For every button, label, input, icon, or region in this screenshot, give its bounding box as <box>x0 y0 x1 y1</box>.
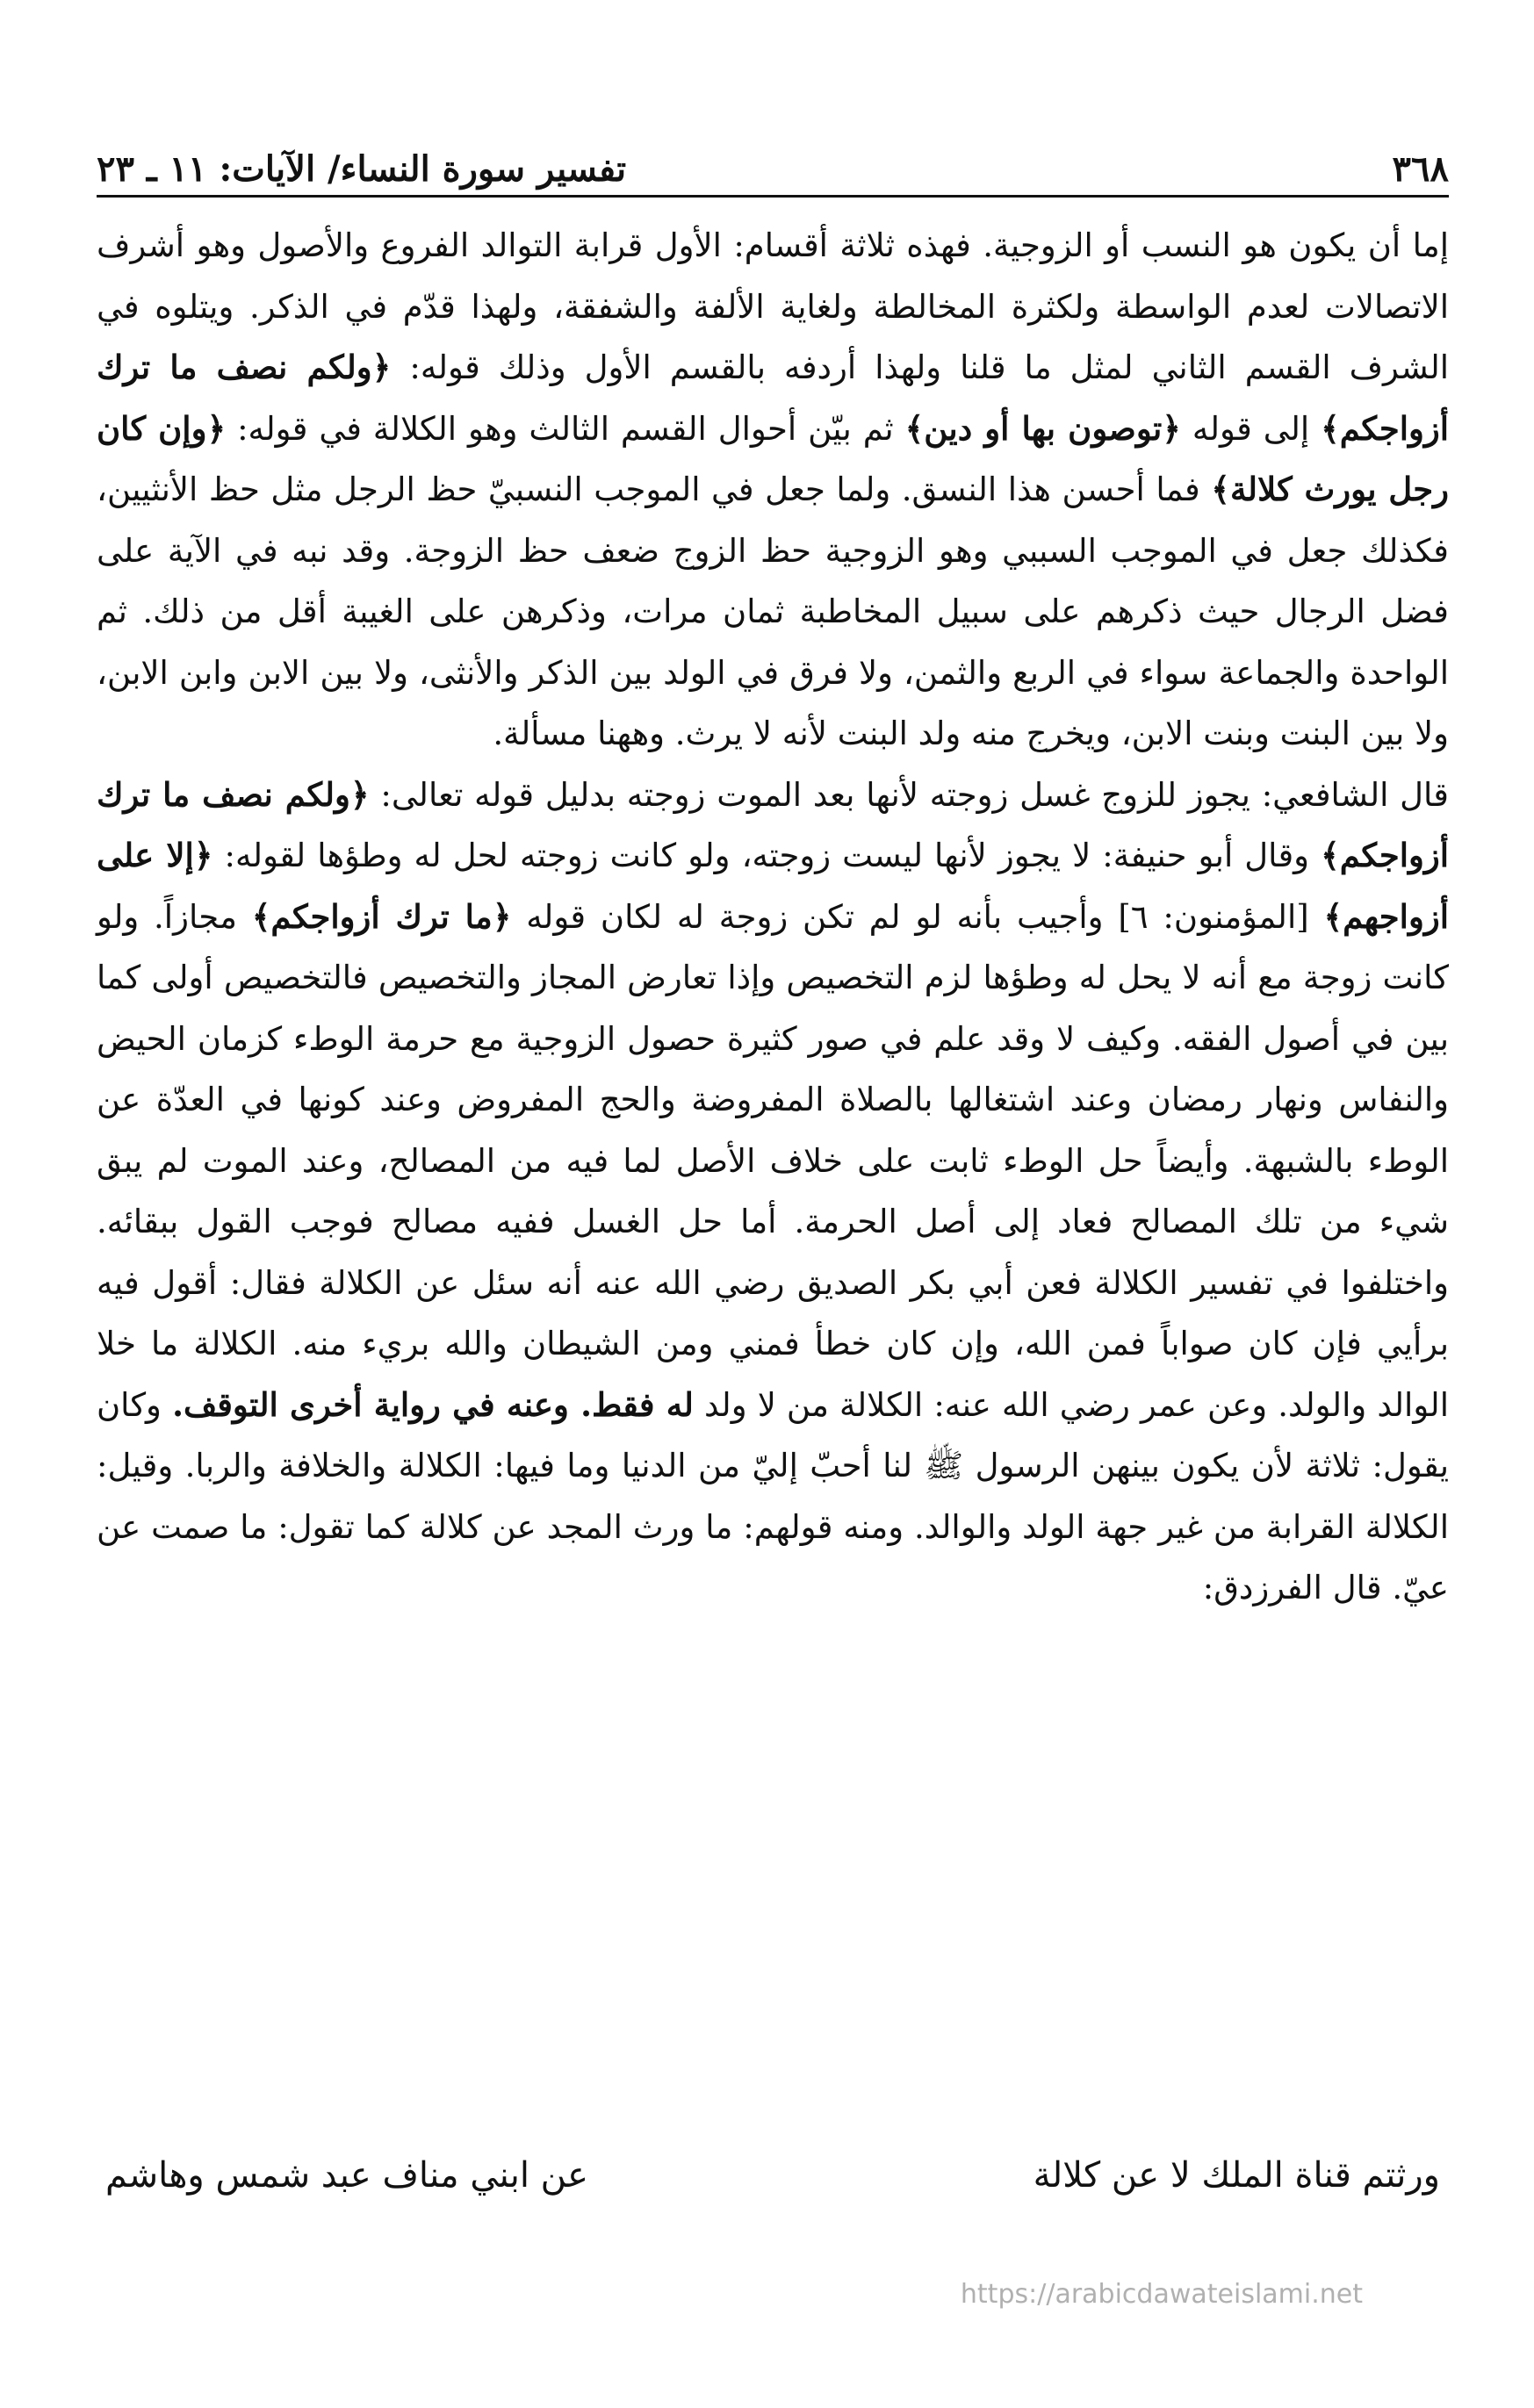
text-run: ثم بيّن أحوال القسم الثالث وهو الكلالة في قوله: <box>226 409 905 448</box>
verse-hemistich-1: ورثتم قناة الملك لا عن كلالة <box>1033 2155 1440 2196</box>
verse-hemistich-2: عن ابني مناف عبد شمس وهاشم <box>105 2155 588 2196</box>
bold-text: له فقط. وعنه في رواية أخرى التوقف. <box>172 1384 694 1424</box>
body-text <box>97 215 1449 1619</box>
page-number: ٣٦٨ <box>1392 148 1449 190</box>
text-line: وهو أشرف الاتصالات لعدم الواسطة ولكثرة المخالطة ولغاية الألفة والشفقة، ولهذا قدّم في <box>97 226 1449 326</box>
running-title: تفسير سورة النساء/ الآيات: ١١ ـ ٢٣ <box>97 148 627 190</box>
poetry-verse <box>105 2155 1440 2196</box>
page-header <box>97 132 1449 198</box>
quran-quote: ﴿ما ترك أزواجكم﴾ <box>251 896 512 936</box>
text-run: مجازاً. ولو كانت زوجة مع أنه لا يحل له وطؤها لزم التخصيص وإذا تعارض المجاز والتخصيص فالتخصيص أولى كما بين في أصول الفقه. وكيف لا وقد علم في صور كثيرة حصول الزوجية مع حرمة الوطء كزمان الحيض والنفاس ونهار رمضان وعند اشتغالها بالصلاة المفروضة والحج المفروض وعند كونها في العدّة عن الوطء بالشبهة. وأيضاً حل الوطء ثابت على خلاف الأصل لما فيه من المصالح، وعند الموت لم يبق شيء من تلك المصالح فعاد إلى أصل الحرمة. أما حل الغسل ففيه مصالح فوجب القول ببقائه. واختلفوا في تفسير الكلالة فعن أبي بكر الصديق رضي الله عنه أنه سئل عن الكلالة فقال: أقول فيه برأيي فإن كان صواباً فمن الله، وإن كان خطأ فمني ومن الشيطان والله بريء منه. الكلالة ما خلا الوالد والولد. وعن عمر رضي الله عنه: الكلالة من لا ولد <box>97 897 1449 1424</box>
text-run: وقال أبو حنيفة: لا يجوز لأنها ليست زوجته، ولو كانت زوجته لحل له وطؤها لقوله: <box>212 837 1322 874</box>
paragraph-2 <box>97 765 1449 1619</box>
text-run: فما أحسن هذا النسق. ولما جعل في الموجب النسبيّ حظ الرجل مثل حظ الأنثيين، فكذلك جعل في الموجب السببي وهو الزوجية حظ الزوج ضعف حظ الزوجة. وقد نبه في الآية على فضل الرجال حيث ذكرهم على سبيل المخاطبة ثمان مرات، وذكرهن على الغيبة أقل من ذلك. ثم الواحدة والجماعة سواء في الربع والثمن، ولا فرق في الولد بين الذكر والأنثى، ولا بين الابن وابن الابن، ولا بين البنت وبنت الابن، ويخرج منه ولد البنت لأنه لا يرث. وههنا مسألة. <box>97 471 1449 752</box>
quran-quote: ﴿ولكم نصف ما ترك أزواجكم﴾ <box>97 774 1449 874</box>
text-run: إلى قوله <box>1180 409 1322 448</box>
watermark-url: https://arabicdawateislami.net <box>960 2279 1363 2310</box>
text-run: وكان يقول: ثلاثة لأن يكون بينهن الرسول ﷺ لنا أحبّ إليّ من الدنيا وما فيها: الكلالة والخلافة والربا. وقيل: الكلالة القرابة من غير جهة الولد والوالد. ومنه قولهم: ما ورث المجد عن كلالة كما تقول: ما صمت عن عيّ. قال الفرزدق: <box>97 1385 1449 1607</box>
text-line: الذكر. ويتلوه في الشرف القسم الثاني لمثل ما قلنا ولهذا أردفه بالقسم الأول وذلك قوله: <box>97 287 1450 386</box>
text-run: [المؤمنون: ٦] وأجيب بأنه لو لم تكن زوجة له لكان قوله <box>511 897 1324 936</box>
text-line: إما أن يكون هو النسب أو الزوجية. فهذه ثلاثة أقسام: الأول قرابة التوالد الفروع والأصول <box>257 226 1450 264</box>
quran-quote: ﴿توصون بها أو دين﴾ <box>904 408 1181 448</box>
text-run: قال الشافعي: يجوز للزوج غسل زوجته لأنها بعد الموت زوجته بدليل قوله تعالى: <box>369 775 1449 814</box>
quran-quote: ﴿ولكم نصف ما ترك أزواجكم﴾ <box>97 348 1449 448</box>
paragraph-1 <box>97 215 1449 765</box>
quran-quote: ﴿إلا على أزواجهم﴾ <box>97 836 1449 936</box>
quran-quote: ﴿وإن كان رجل يورث كلالة﴾ <box>97 408 1449 508</box>
